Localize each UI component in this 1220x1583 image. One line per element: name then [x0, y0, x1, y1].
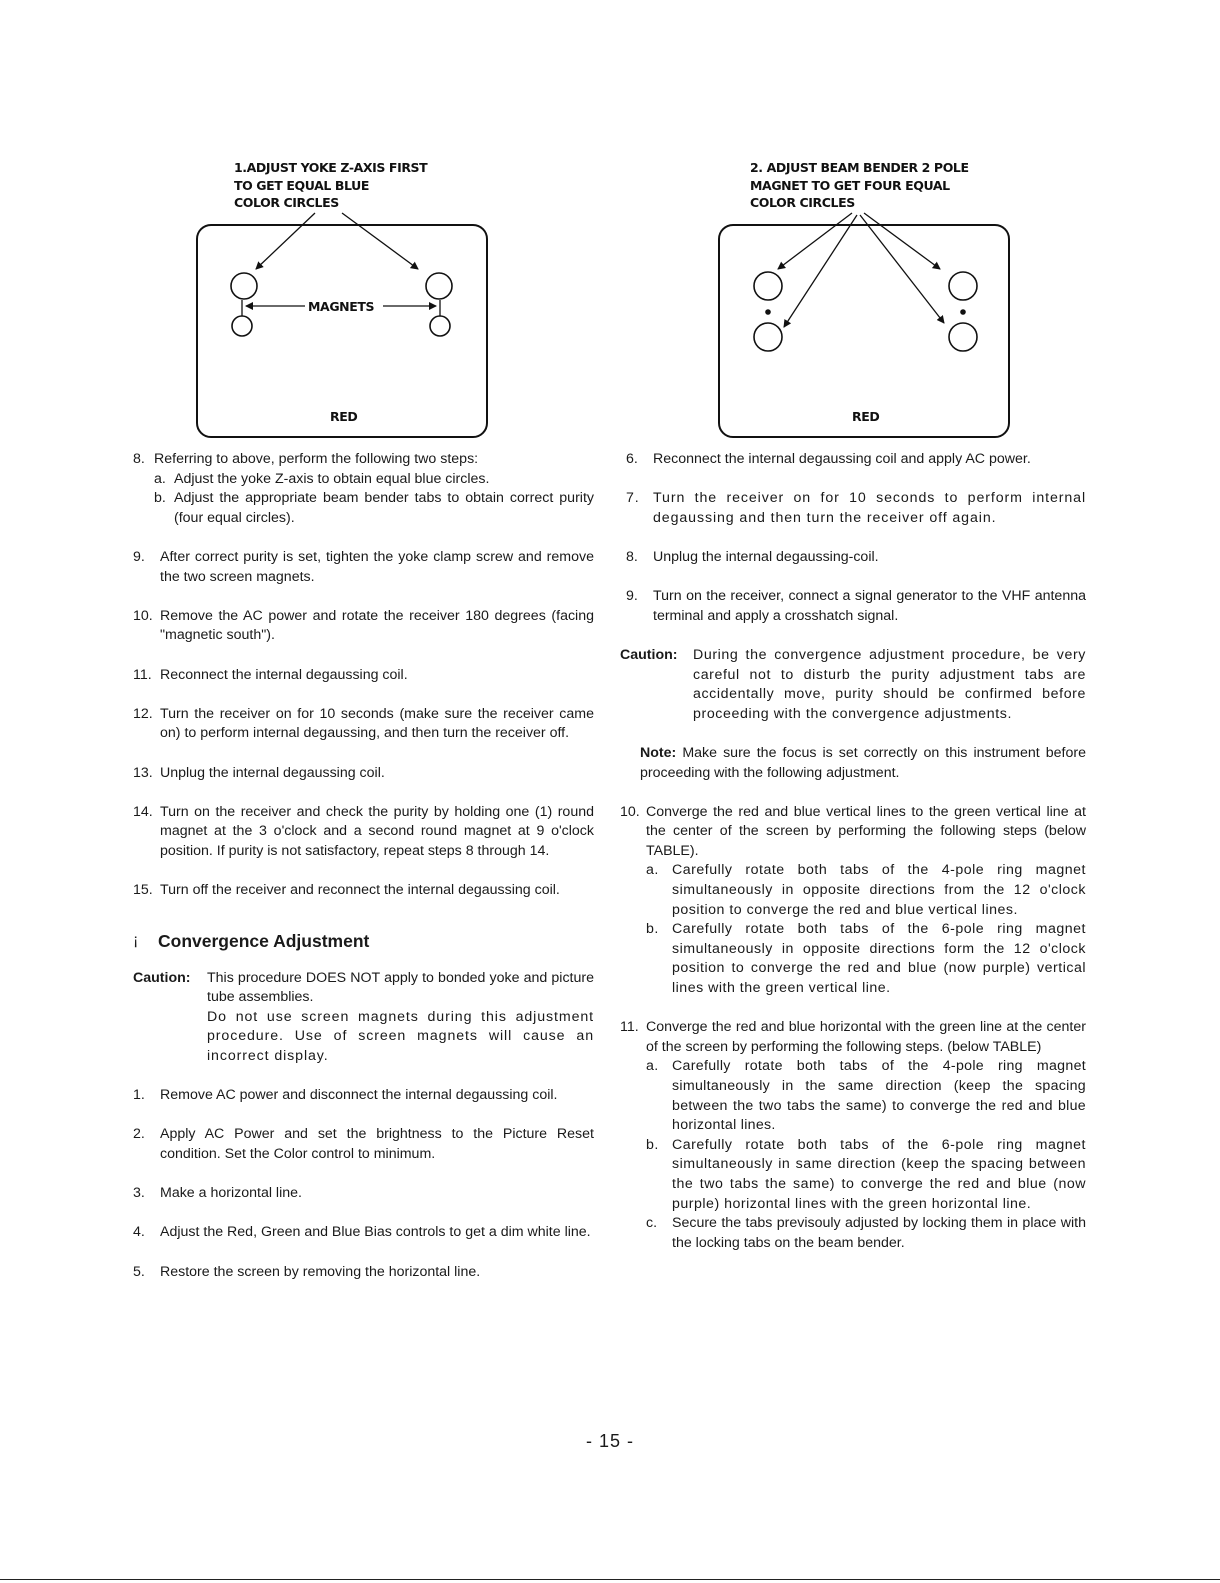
step-11 [133, 666, 594, 686]
note-label: Note: [640, 744, 677, 761]
sub-step-text: Adjust the yoke Z-axis to obtain equal blue circles. [174, 470, 490, 487]
arrow-to-right-circle [342, 213, 418, 269]
dot-right [960, 309, 966, 315]
caution-label: Caution: [620, 646, 678, 663]
step-13 [133, 764, 594, 784]
step-number: 12. [133, 705, 153, 722]
step-text: Adjust the Red, Green and Blue Bias controls to get a dim white line. [160, 1224, 591, 1241]
bottom-rule [0, 1579, 1220, 1580]
caution-text-2: Do not use screen magnets during this adjustment procedure. Use of screen magnets will cause an incorrect display. [207, 1008, 594, 1065]
step-number: 15. [133, 882, 153, 899]
step-number: 13. [133, 764, 153, 781]
arrow-to-bottom-left-circle [784, 215, 857, 327]
blue-circle-right [426, 273, 452, 299]
sub-step-letter: a. [646, 862, 659, 879]
step-text: Restore the screen by removing the horizontal line. [160, 1263, 481, 1280]
blue-circle-left [231, 273, 257, 299]
screen-outline [719, 225, 1009, 437]
conv-step-10a [646, 861, 1086, 920]
note-text: Make sure the focus is set correctly on this instrument before proceeding with the following adjustment. [640, 744, 1086, 781]
step-text: Remove the AC power and rotate the receiver 180 degrees (facing "magnetic south"). [160, 607, 594, 644]
step-text: Converge the red and blue vertical lines to the green vertical line at the center of the screen by performing the following steps (below TABLE). [646, 803, 1086, 859]
arrow-to-bottom-right-circle [860, 215, 944, 323]
section-heading [133, 929, 594, 953]
step-number: 3. [133, 1185, 145, 1202]
magnets-label: MAGNETS [308, 299, 375, 314]
step-8b [154, 489, 594, 528]
step-number: 4. [133, 1224, 145, 1241]
step-number: 9. [133, 548, 145, 565]
step-text: Turn on the receiver and check the purity by holding one (1) round magnet at the 3 o'clock and a second round magnet at 9 o'clock position. If purity is not satisfactory, repeat steps 8 through 14. [160, 803, 594, 859]
caution-block [620, 646, 1086, 724]
caution-text-1: This procedure DOES NOT apply to bonded yoke and picture tube assemblies. [207, 969, 594, 1006]
magnet-right [430, 316, 450, 336]
step-text: Remove AC power and disconnect the internal degaussing coil. [160, 1087, 558, 1104]
conv-step-5 [133, 1263, 594, 1283]
step-text: Unplug the internal degaussing-coil. [653, 548, 879, 565]
figure-yoke-z-axis-drawing [190, 155, 500, 447]
figure-caption-line-3: COLOR CIRCLES [750, 195, 855, 210]
sub-step-text: Adjust the appropriate beam bender tabs to obtain correct purity (four equal circles). [174, 490, 594, 526]
color-circle-top-right [949, 272, 977, 300]
conv-step-1 [133, 1086, 594, 1106]
step-text: After correct purity is set, tighten the yoke clamp screw and remove the two screen magnets. [160, 548, 594, 585]
conv-step-2 [133, 1125, 594, 1164]
step-14 [133, 803, 594, 862]
page-number: - 15 - [585, 1431, 634, 1451]
caution-text: During the convergence adjustment procedure, be very careful not to disturb the purity adjustment tabs are accidentally move, purity should be confirmed before proceeding with the convergence adjustments. [693, 646, 1086, 722]
figure-caption-line-3: COLOR CIRCLES [234, 195, 339, 210]
figure-caption-line-1: 2. ADJUST BEAM BENDER 2 POLE [750, 160, 969, 175]
step-9 [133, 548, 594, 587]
conv-step-11 [620, 1018, 1086, 1057]
sub-step-letter: c. [646, 1215, 658, 1232]
sub-step-text: Carefully rotate both tabs of the 6-pole ring magnet simultaneously in same direction (keep the spacing between the two tabs the same) to converge the red and blue (now purple) horizontal lines with the green horizontal line. [672, 1136, 1086, 1212]
step-text: Unplug the internal degaussing coil. [160, 764, 385, 781]
figure-beam-bender [712, 155, 1022, 447]
color-circle-bottom-left [754, 323, 782, 351]
step-number: 2. [133, 1126, 145, 1143]
sub-step-text: Carefully rotate both tabs of the 4-pole ring magnet simultaneously in opposite directions from the 12 o'clock position to converge the red and blue vertical lines. [672, 862, 1086, 918]
caution-label: Caution: [133, 969, 191, 986]
left-column [133, 450, 594, 1302]
sub-step-letter: a. [154, 470, 166, 487]
figure-beam-bender-drawing [712, 155, 1022, 447]
step-10 [133, 607, 594, 646]
screen-outline [197, 225, 487, 437]
conv-step-10b [646, 920, 1086, 998]
conv-step-9 [626, 587, 1086, 626]
step-number: 5. [133, 1263, 145, 1280]
screen-label-red: RED [330, 409, 358, 424]
step-number: 9. [626, 588, 638, 605]
step-number: 8. [133, 451, 145, 467]
sub-step-letter: b. [646, 921, 659, 938]
step-number: 6. [626, 451, 638, 467]
step-text: Turn the receiver on for 10 seconds to perform internal degaussing and then turn the receiver off again. [653, 490, 1086, 526]
section-bullet: ¡ [133, 931, 139, 949]
conv-step-8 [626, 548, 1086, 568]
step-number: 11. [133, 666, 152, 683]
conv-step-10 [620, 803, 1086, 862]
conv-step-11a [646, 1057, 1086, 1135]
step-8a [154, 470, 594, 490]
conv-step-11b [646, 1136, 1086, 1214]
step-number: 10. [133, 607, 153, 624]
step-text: Referring to above, perform the following two steps: [154, 451, 479, 467]
step-text: Make a horizontal line. [160, 1185, 302, 1202]
section-title: Convergence Adjustment [158, 930, 370, 951]
dot-left [765, 309, 771, 315]
conv-step-7 [626, 489, 1086, 528]
step-number: 8. [626, 548, 638, 565]
conv-step-6 [626, 450, 1086, 470]
step-15 [133, 881, 594, 901]
screen-label-red: RED [852, 409, 880, 424]
figure-caption-line-2: MAGNET TO GET FOUR EQUAL [750, 178, 950, 193]
magnet-left [232, 316, 252, 336]
conv-step-11c [646, 1214, 1086, 1253]
sub-step-text: Carefully rotate both tabs of the 6-pole ring magnet simultaneously in opposite directions form the 12 o'clock position to converge the red and blue (now purple) vertical lines with the green vertical line. [672, 921, 1086, 997]
right-column [620, 450, 1086, 1253]
figure-caption-line-2: TO GET EQUAL BLUE [234, 178, 370, 193]
sub-step-text: Carefully rotate both tabs of the 4-pole ring magnet simultaneously in the same direction (keep the spacing between the two tabs the same) to converge the red and blue horizontal lines. [672, 1058, 1086, 1134]
caution-block [133, 969, 594, 1067]
arrow-to-top-left-circle [778, 213, 852, 269]
sub-step-letter: b. [646, 1136, 659, 1153]
sub-step-letter: b. [154, 490, 166, 507]
figure-caption-line-1: 1.ADJUST YOKE Z-AXIS FIRST [234, 160, 428, 175]
step-text: Turn the receiver on for 10 seconds (make sure the receiver came on) to perform internal degaussing, and then turn the receiver off. [160, 705, 594, 742]
color-circle-bottom-right [949, 323, 977, 351]
step-12 [133, 705, 594, 744]
arrow-to-top-right-circle [864, 213, 940, 269]
step-text: Turn on the receiver, connect a signal generator to the VHF antenna terminal and apply a crosshatch signal. [653, 588, 1086, 624]
conv-step-4 [133, 1223, 594, 1243]
step-text: Reconnect the internal degaussing coil. [160, 666, 408, 683]
step-text: Converge the red and blue horizontal with the green line at the center of the screen by performing the following steps. (below TABLE) [646, 1019, 1086, 1055]
note-block [626, 744, 1086, 783]
step-number: 14. [133, 803, 153, 820]
arrow-to-left-circle [256, 213, 315, 269]
sub-step-letter: a. [646, 1058, 659, 1075]
step-number: 10. [620, 803, 640, 820]
color-circle-top-left [754, 272, 782, 300]
step-text: Turn off the receiver and reconnect the internal degaussing coil. [160, 882, 560, 899]
step-number: 7. [626, 490, 640, 507]
conv-step-3 [133, 1184, 594, 1204]
step-text: Apply AC Power and set the brightness to the Picture Reset condition. Set the Color control to minimum. [160, 1126, 594, 1162]
step-8 [133, 450, 594, 470]
step-number: 1. [133, 1087, 145, 1104]
sub-step-text: Secure the tabs previsouly adjusted by locking them in place with the locking tabs on the beam bender. [672, 1215, 1086, 1251]
figure-yoke-z-axis [190, 155, 500, 447]
step-number: 11. [620, 1019, 639, 1036]
step-text: Reconnect the internal degaussing coil and apply AC power. [653, 451, 1031, 467]
